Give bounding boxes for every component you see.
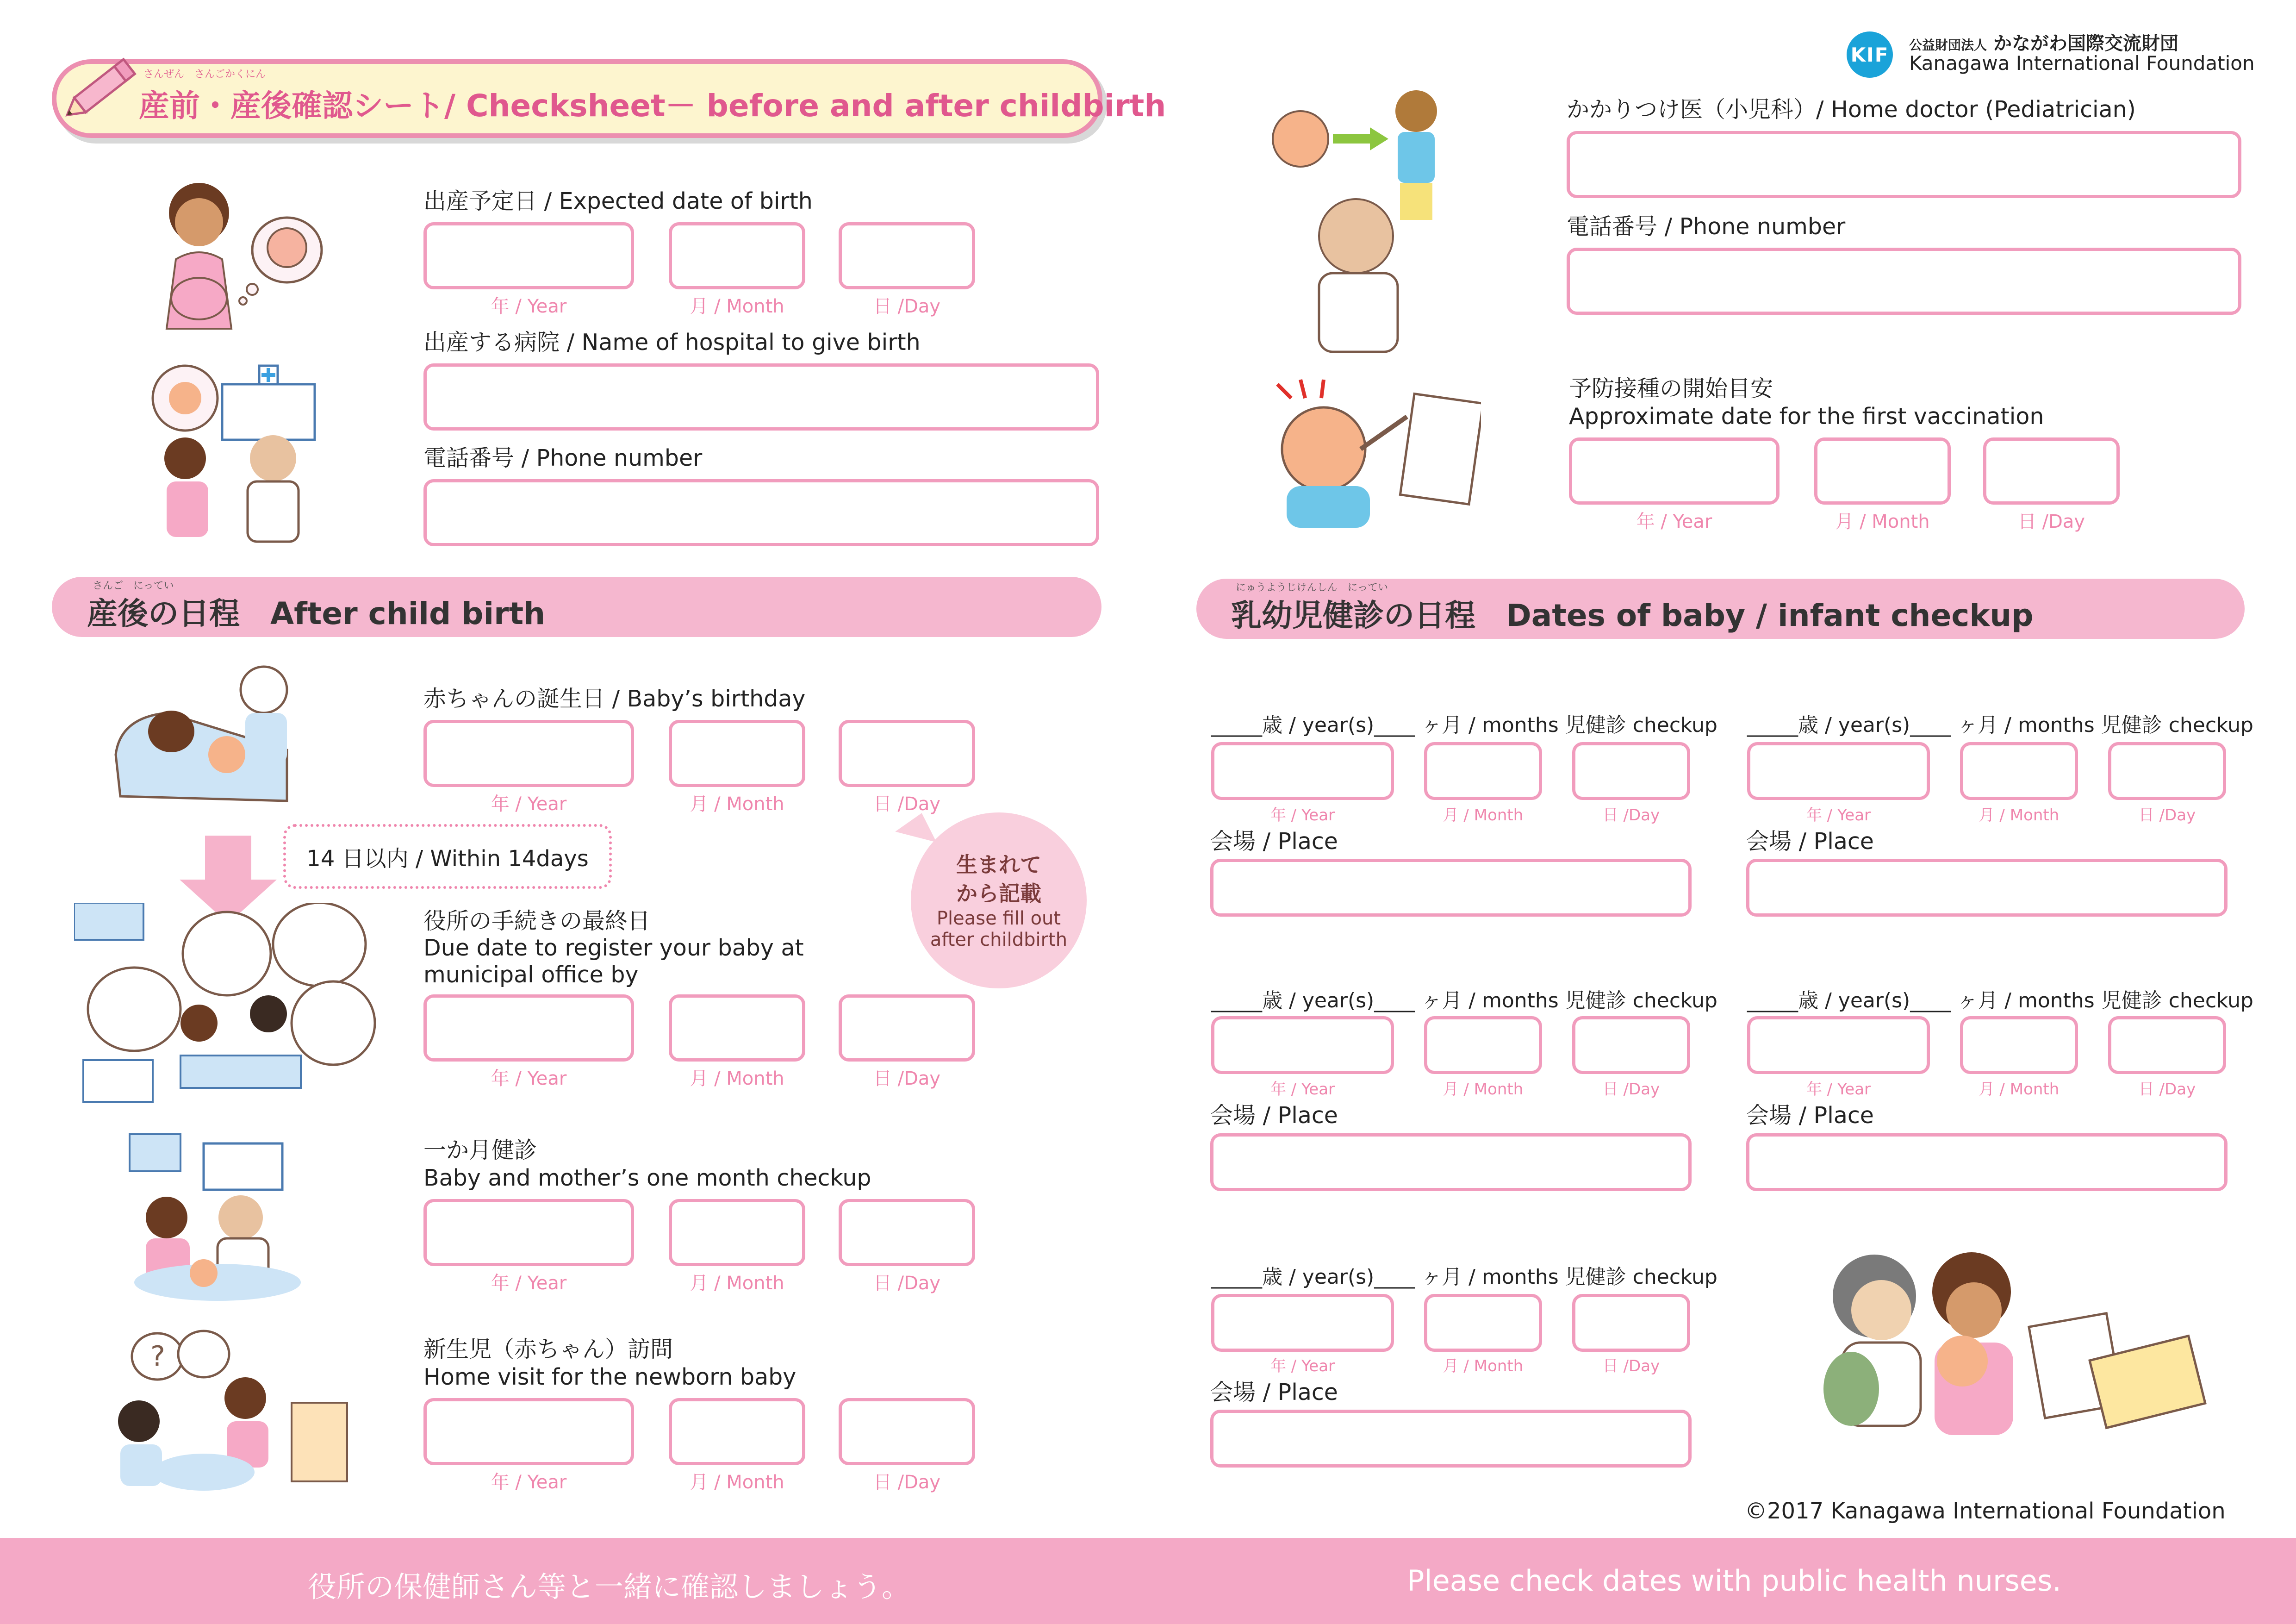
bubble-en-line2: after childbirth: [930, 929, 1068, 950]
footer-text-jp: 役所の保健師さん等と一緒に確認しましょう。: [308, 1570, 911, 1604]
bubble-jp-line2: から記載: [956, 881, 1041, 906]
vaccine-label-en: Approximate date for the first vaccination: [1569, 403, 2044, 430]
checkup5-place-box[interactable]: [1210, 1410, 1692, 1468]
footer-text-en: Please check dates with public health nurses.: [1407, 1564, 2061, 1598]
checkup4-year-box[interactable]: [1747, 1016, 1930, 1074]
infant-checkup-ruby: にゅうようじけんしん にってい: [1236, 582, 1388, 593]
month-caption: 月 / Month: [690, 296, 784, 317]
checkup-heading: _____歳 / year(s)____ ヶ月 / months 児健診 checkup: [1211, 713, 1717, 737]
home-visit-label-en: Home visit for the newborn baby: [423, 1364, 796, 1390]
checkup1-month-box[interactable]: [1424, 742, 1542, 800]
year-caption: 年 / Year: [1806, 806, 1871, 824]
home-visit-illustration: [97, 1329, 356, 1497]
vaccine-month-box[interactable]: [1814, 437, 1951, 505]
home-visit-day-box[interactable]: [839, 1398, 975, 1465]
place-label: 会場 / Place: [1210, 828, 1338, 855]
month-caption: 月 / Month: [1443, 806, 1524, 824]
year-caption: 年 / Year: [491, 1472, 567, 1493]
copyright-text: ©2017 Kanagawa International Foundation: [1745, 1498, 2226, 1524]
year-caption: 年 / Year: [1806, 1080, 1871, 1099]
vaccination-illustration: [1268, 375, 1481, 534]
one-month-checkup-illustration: [125, 1130, 319, 1307]
register-day-box[interactable]: [839, 994, 975, 1062]
year-caption: 年 / Year: [1270, 1357, 1335, 1375]
checkup2-place-box[interactable]: [1746, 859, 2228, 917]
kif-logo-icon: KIF: [1847, 31, 1893, 78]
month-caption: 月 / Month: [1979, 806, 2060, 824]
register-year-box[interactable]: [423, 994, 634, 1062]
month-caption: 月 / Month: [1443, 1357, 1524, 1375]
year-caption: 年 / Year: [491, 1273, 567, 1294]
bubble-jp-line1: 生まれて: [956, 852, 1041, 877]
day-caption: 日 /Day: [1602, 806, 1660, 824]
expected-month-box[interactable]: [669, 222, 805, 289]
place-label: 会場 / Place: [1746, 828, 1874, 855]
home-visit-month-box[interactable]: [669, 1398, 805, 1465]
fill-after-birth-bubble: [911, 812, 1087, 988]
day-caption: 日 /Day: [2138, 1080, 2196, 1099]
month-checkup-day-box[interactable]: [839, 1199, 975, 1266]
year-caption: 年 / Year: [491, 296, 567, 317]
place-label: 会場 / Place: [1210, 1379, 1338, 1405]
expected-year-box[interactable]: [423, 222, 634, 289]
municipal-office-illustration: [74, 903, 380, 1108]
after-birth-ruby: さんご にってい: [93, 580, 174, 592]
day-caption: 日 /Day: [873, 1472, 941, 1493]
month-caption: 月 / Month: [1443, 1080, 1524, 1099]
logo-name-jp: 公益財団法人 かながわ国際交流財団: [1909, 33, 2178, 54]
expected-date-label: 出産予定日 / Expected date of birth: [423, 188, 813, 214]
month-checkup-month-box[interactable]: [669, 1199, 805, 1266]
birthday-month-box[interactable]: [669, 720, 805, 787]
after-birth-heading: 産後の日程 After child birth: [87, 596, 546, 631]
birthday-year-box[interactable]: [423, 720, 634, 787]
checkup2-month-box[interactable]: [1960, 742, 2078, 800]
day-caption: 日 /Day: [2017, 511, 2085, 532]
hospital-label: 出産する病院 / Name of hospital to give birth: [423, 329, 921, 356]
place-label: 会場 / Place: [1210, 1102, 1338, 1129]
hospital-phone-label: 電話番号 / Phone number: [423, 445, 703, 471]
vaccine-day-box[interactable]: [1983, 437, 2120, 505]
year-caption: 年 / Year: [1636, 511, 1712, 532]
home-visit-label-jp: 新生児（赤ちゃん）訪問: [423, 1336, 673, 1362]
month-checkup-year-box[interactable]: [423, 1199, 634, 1266]
register-label-en1: Due date to register your baby at: [423, 935, 804, 961]
doctor-mother-baby-illustration: [1814, 1250, 2221, 1483]
place-label: 会場 / Place: [1746, 1102, 1874, 1129]
down-arrow-icon: [205, 836, 251, 882]
register-label-jp: 役所の手続きの最終日: [423, 908, 651, 934]
register-label-en2: municipal office by: [423, 962, 639, 988]
hospital-name-box[interactable]: [423, 363, 1099, 431]
pregnant-woman-illustration: [148, 176, 324, 335]
hospital-visit-illustration: [148, 356, 324, 548]
home-doctor-box[interactable]: [1567, 131, 2241, 198]
year-caption: 年 / Year: [1270, 806, 1335, 824]
checkup3-year-box[interactable]: [1211, 1016, 1394, 1074]
hospital-phone-box[interactable]: [423, 479, 1099, 546]
day-caption: 日 /Day: [1602, 1080, 1660, 1099]
pencil-icon: [56, 46, 148, 131]
checkup2-day-box[interactable]: [2108, 742, 2226, 800]
checkup4-place-box[interactable]: [1746, 1133, 2228, 1191]
home-visit-year-box[interactable]: [423, 1398, 634, 1465]
month-caption: 月 / Month: [1835, 511, 1930, 532]
checkup4-day-box[interactable]: [2108, 1016, 2226, 1074]
day-caption: 日 /Day: [873, 793, 941, 815]
svg-text:?: ?: [150, 1340, 165, 1373]
baby-birthday-label: 赤ちゃんの誕生日 / Baby’s birthday: [423, 686, 806, 712]
doctor-phone-label: 電話番号 / Phone number: [1567, 213, 1846, 240]
month-caption: 月 / Month: [690, 1273, 784, 1294]
birthday-day-box[interactable]: [839, 720, 975, 787]
year-caption: 年 / Year: [491, 793, 567, 815]
day-caption: 日 /Day: [2138, 806, 2196, 824]
vaccine-label-jp: 予防接種の開始目安: [1569, 375, 1773, 402]
checkup5-year-box[interactable]: [1211, 1294, 1394, 1352]
month-checkup-label-en: Baby and mother’s one month checkup: [423, 1165, 871, 1191]
checkup-heading: _____歳 / year(s)____ ヶ月 / months 児健診 checkup: [1747, 713, 2253, 737]
year-caption: 年 / Year: [491, 1068, 567, 1089]
day-caption: 日 /Day: [873, 1068, 941, 1089]
vaccine-year-box[interactable]: [1569, 437, 1780, 505]
page-title: さんぜん さんごかくにん 産前・産後確認シート/ Checksheet－ before and after childbirth: [139, 69, 1166, 124]
checkup-heading: _____歳 / year(s)____ ヶ月 / months 児健診 checkup: [1211, 1265, 1717, 1289]
checkup5-month-box[interactable]: [1424, 1294, 1542, 1352]
day-caption: 日 /Day: [873, 296, 941, 317]
register-month-box[interactable]: [669, 994, 805, 1062]
doctor-phone-box[interactable]: [1567, 248, 2241, 315]
checkup1-year-box[interactable]: [1211, 742, 1394, 800]
home-doctor-label: かかりつけ医（小児科）/ Home doctor (Pediatrician): [1567, 96, 2136, 123]
year-caption: 年 / Year: [1270, 1080, 1335, 1099]
checkup4-month-box[interactable]: [1960, 1016, 2078, 1074]
month-caption: 月 / Month: [690, 793, 784, 815]
expected-day-box[interactable]: [839, 222, 975, 289]
month-checkup-label-jp: 一か月健診: [423, 1137, 537, 1163]
checkup1-day-box[interactable]: [1572, 742, 1690, 800]
checkup3-day-box[interactable]: [1572, 1016, 1690, 1074]
checkup3-place-box[interactable]: [1210, 1133, 1692, 1191]
month-caption: 月 / Month: [690, 1472, 784, 1493]
checkup5-day-box[interactable]: [1572, 1294, 1690, 1352]
birth-illustration: [111, 662, 296, 826]
day-caption: 日 /Day: [873, 1273, 941, 1294]
checkup3-month-box[interactable]: [1424, 1016, 1542, 1074]
month-caption: 月 / Month: [690, 1068, 784, 1089]
logo-name-en: Kanagawa International Foundation: [1909, 52, 2255, 75]
within-14-days-box: [283, 824, 612, 889]
checkup1-place-box[interactable]: [1210, 859, 1692, 917]
checkup-heading: _____歳 / year(s)____ ヶ月 / months 児健診 checkup: [1211, 989, 1717, 1012]
checkup-heading: _____歳 / year(s)____ ヶ月 / months 児健診 checkup: [1747, 989, 2253, 1012]
within-14-days-label: 14 日以内 / Within 14days: [306, 845, 589, 872]
bubble-en-line1: Please fill out: [936, 908, 1061, 929]
day-caption: 日 /Day: [1602, 1357, 1660, 1375]
infant-checkup-heading: 乳幼児健診の日程 Dates of baby / infant checkup: [1231, 598, 2034, 633]
baby-growth-doctor-illustration: [1259, 83, 1453, 363]
month-caption: 月 / Month: [1979, 1080, 2060, 1099]
checkup2-year-box[interactable]: [1747, 742, 1930, 800]
